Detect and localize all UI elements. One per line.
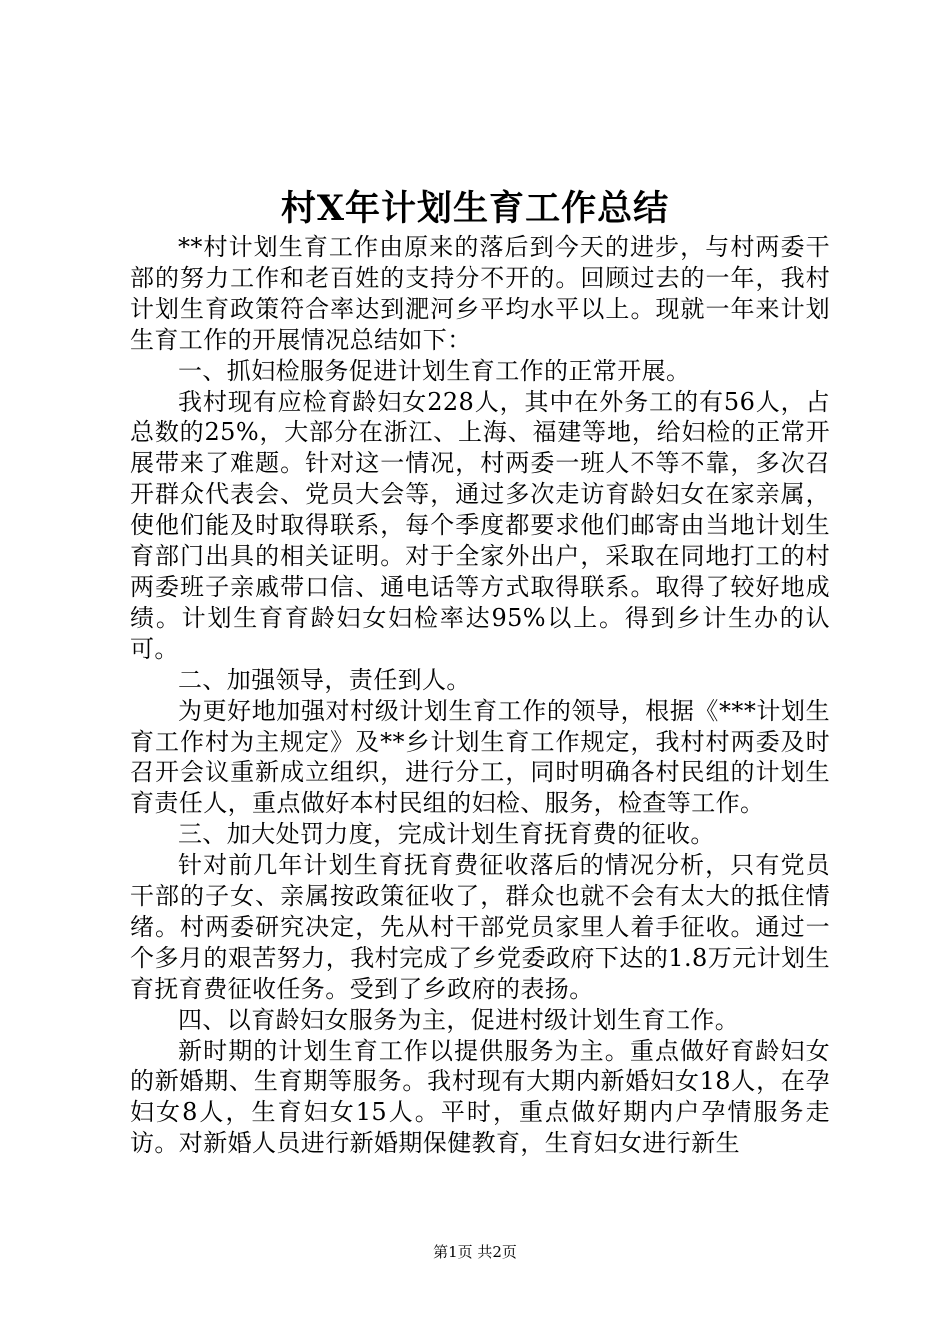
intro-paragraph: **村计划生育工作由原来的落后到今天的进步，与村两委干部的努力工作和老百姓的支持分不开的。回顾过去的一年，我村计划生育政策符合率达到淝河乡平均水平以上。现就一年来计划生育工作的开展情况总结如下：	[130, 233, 830, 354]
section-body-3: 针对前几年计划生育抚育费征收落后的情况分析，只有党员干部的子女、亲属按政策征收了，群众也就不会有太大的抵住情绪。村两委研究决定，先从村干部党员家里人着手征收。通过一个多月的艰苦努力，我村完成了乡党委政府下达的1.8万元计划生育抚育费征收任务。受到了乡政府的表扬。	[130, 851, 830, 1003]
section-body-1: 我村现有应检育龄妇女228人，其中在外务工的有56人，占总数的25%，大部分在浙江、上海、福建等地，给妇检的正常开展带来了难题。针对这一情况，村两委一班人不等不靠，多次召开群众代表会、党员大会等，通过多次走访育龄妇女在家亲属，使他们能及时取得联系，每个季度都要求他们邮寄由当地计划生育部门出具的相关证明。对于全家外出户，采取在同地打工的村两委班子亲戚带口信、通电话等方式取得联系。取得了较好地成绩。计划生育育龄妇女妇检率达95%以上。得到乡计生办的认可。	[130, 387, 830, 663]
section-body-2: 为更好地加强对村级计划生育工作的领导，根据《***计划生育工作村为主规定》及**乡计划生育工作规定，我村村两委及时召开会议重新成立组织，进行分工，同时明确各村民组的计划生育责任人，重点做好本村民组的妇检、服务，检查等工作。	[130, 696, 830, 818]
document-title: 村X年计划生育工作总结	[280, 188, 670, 229]
document-body	[130, 232, 830, 1159]
section-heading-1: 一、抓妇检服务促进计划生育工作的正常开展。	[178, 356, 691, 385]
section-body-4: 新时期的计划生育工作以提供服务为主。重点做好育龄妇女的新婚期、生育期等服务。我村现有大期内新婚妇女18人，在孕妇女8人，生育妇女15人。平时，重点做好期内户孕情服务走访。对新婚人员进行新婚期保健教育，生育妇女进行新生	[130, 1036, 830, 1158]
page-number-footer: 第1页 共2页	[433, 1243, 517, 1261]
section-heading-3: 三、加大处罚力度，完成计划生育抚育费的征收。	[178, 820, 715, 849]
section-heading-4: 四、以育龄妇女服务为主，促进村级计划生育工作。	[178, 1005, 740, 1034]
section-heading-2: 二、加强领导，责任到人。	[178, 665, 471, 694]
